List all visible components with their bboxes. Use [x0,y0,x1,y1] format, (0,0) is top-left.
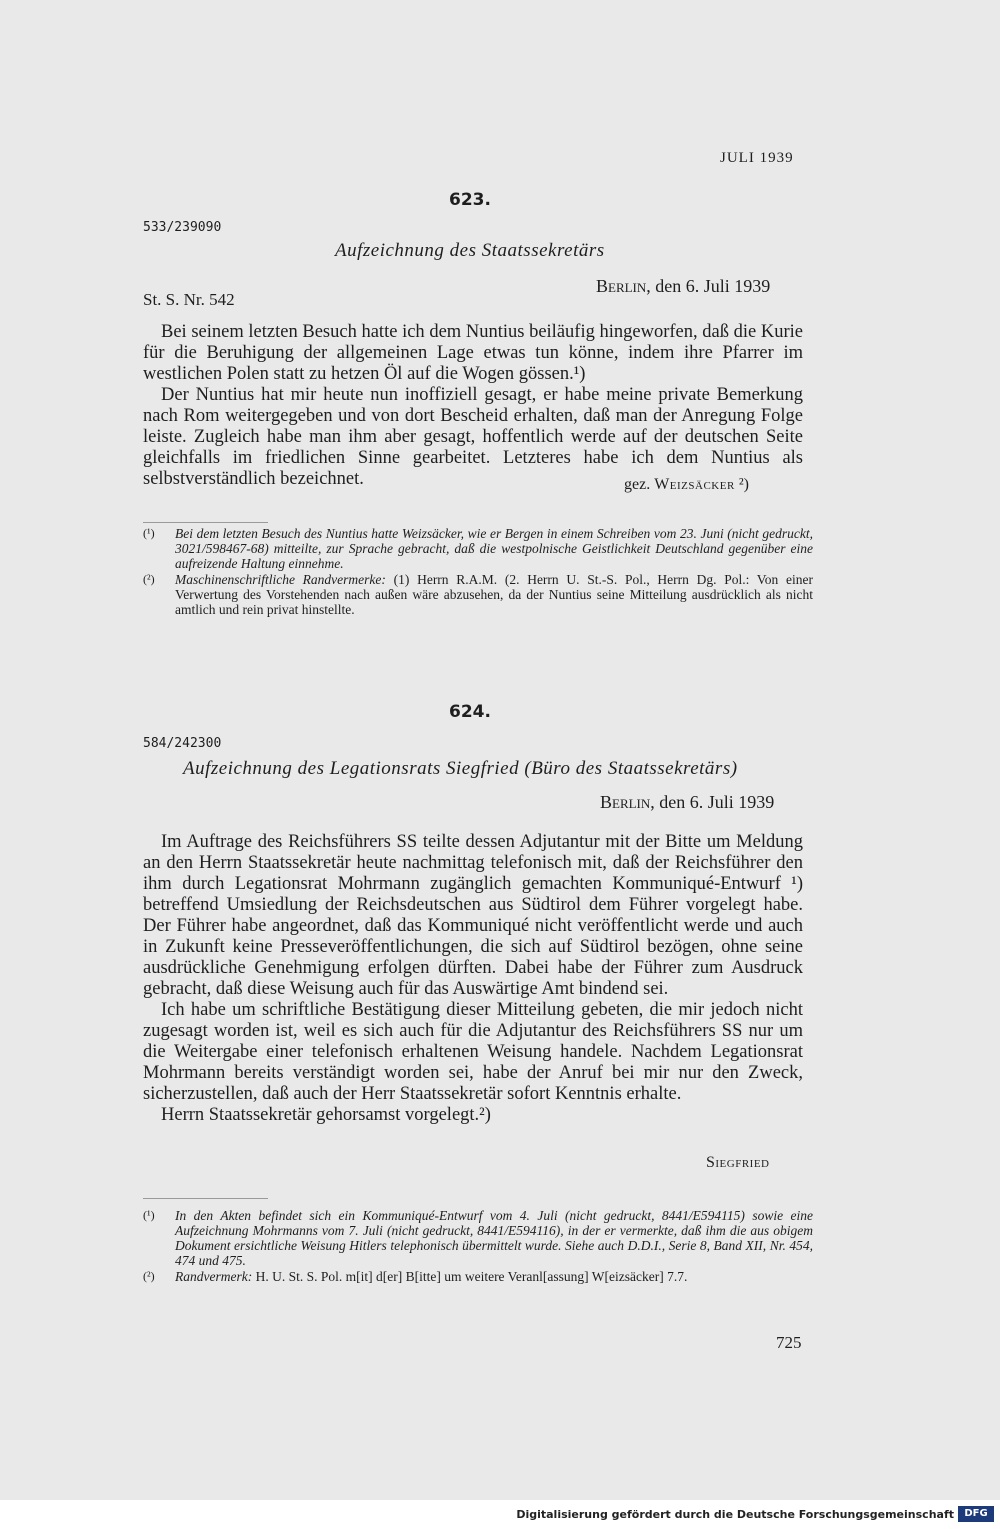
footnote-mark: (¹) [143,1208,155,1222]
footnote [143,526,813,571]
dateline-date: , den 6. Juli 1939 [646,276,771,296]
footnote-text: (1) Herrn R.A.M. (2. Herrn U. St.-S. Pol., Herrn Dg. Pol.: Von einer Verwertung des Vorstehenden nach außen wäre abzusehen, da der Nuntius seine Mitteilung ausdrücklich als nicht amtlich und rein privat hinstellte. [175,572,814,617]
paragraph: Der Nuntius hat mir heute nun inoffiziell gesagt, er habe meine private Bemerkung nach Rom weitergegeben und von dort Bescheid erhalten, daß man der Anregung Folge leiste. Zugleich habe man ihm aber gesagt, hoffentlich werde auf der deutschen Seite gleichfalls im friedlichen Sinne gearbeitet. Letzteres habe ich dem Nuntius als selbstverständlich bezeichnet. [143,385,803,489]
credit-text: Digitalisierung gefördert durch die Deutsche Forschungsgemeinschaft [516,1508,954,1521]
signature-name: Siegfried [706,1154,770,1171]
footnote [143,1269,813,1284]
dateline-623 [596,276,770,297]
footnote-text: Bei dem letzten Besuch des Nuntius hatte Weizsäcker, wie er Bergen in einem Schreiben vom 23. Juni (nicht gedruckt, 3021/598467-68) mitteilte, zur Sprache gebracht, daß die westpolnische Geistlichkeit Deutschland gegenüber eine aufreizende Haltung einnehme. [175,526,813,571]
digitization-footer [0,1500,1000,1529]
footnote-label: Maschinenschriftliche Randvermerke: [175,572,386,587]
footnote-rule [143,1198,268,1199]
dateline-624 [600,792,774,813]
document-title-623: Aufzeichnung des Staatssekretärs [335,240,605,261]
body-text-623 [143,322,803,490]
signature-prefix: gez. [624,476,655,493]
footnote-label: Randvermerk: [175,1269,253,1284]
signature-name: Weizsäcker [654,476,735,493]
footnote-mark: (²) [143,572,155,586]
footnotes-624 [143,1208,813,1285]
footnote-mark: (¹) [143,526,155,540]
paragraph: Im Auftrage des Reichsführers SS teilte dessen Adjutantur mit der Bitte um Meldung an den Herrn Staatssekretär heute nachmittag telefonisch mit, daß der Reichsführer den ihm durch Legationsrat Mohrmann zugänglich gemachten Kommuniqué-Entwurf ¹) betreffend Umsiedlung der Reichsdeutschen aus Südtirol dem Führer vorgelegt habe. Der Führer habe angeordnet, daß das Kommuniqué nicht veröffentlicht werde und auch in Zukunft keine Presseveröffentlichungen, die sich auf Südtirol bezögen, ohne seine ausdrückliche Genehmigung erfolgen dürften. Dabei habe der Führer zum Ausdruck gebracht, daß diese Weisung auch für das Auswärtige Amt bindend sei. [143,832,803,999]
reference-number-623: St. S. Nr. 542 [143,290,235,309]
signature-623 [624,476,749,494]
dateline-place: Berlin [600,792,651,812]
file-reference-624: 584/242300 [143,736,222,751]
signature-624 [706,1154,770,1172]
signature-note: ²) [734,476,749,493]
footnote-text: H. U. St. S. Pol. m[it] d[er] B[itte] um weitere Veranl[assung] W[eizsäcker] 7.7. [252,1269,688,1284]
footnote-text: In den Akten befindet sich ein Kommuniqué-Entwurf vom 4. Juli (nicht gedruckt, 8441/E594115) sowie eine Aufzeichnung Mohrmanns vom 7. Juli (nicht gedruckt, 8441/E594116), in der er vermerkte, daß ihm die aus obigem Dokument ersichtliche Weisung Hitlers telephonisch übermittelt wurde. Siehe auch D.D.I., Serie 8, Band XII, Nr. 454, 474 und 475. [175,1208,813,1268]
body-text-624 [143,832,803,1126]
paragraph: Herrn Staatssekretär gehorsamst vorgelegt.²) [161,1105,491,1125]
document-number-624: 624. [449,702,491,722]
document-number-623: 623. [449,190,491,210]
file-reference-623: 533/239090 [143,220,222,235]
dfg-logo-icon: DFG [958,1506,994,1522]
footnotes-623 [143,526,813,618]
footnote [143,572,813,617]
paragraph: Ich habe um schriftliche Bestätigung dieser Mitteilung gebeten, die mir jedoch nicht zugesagt worden ist, weil es sich auch für die Adjutantur des Reichsführers SS nur um die Weitergabe einer telefonisch erhaltenen Weisung handele. Nachdem Legationsrat Mohrmann bereits verständigt worden sei, habe der Anruf bei mir nur den Zweck, sicherzustellen, daß auch der Herr Staatssekretär sofort Kenntnis erhalte. [143,1000,803,1104]
footnote-mark: (²) [143,1269,155,1283]
running-header: JULI 1939 [720,150,794,166]
dateline-date: , den 6. Juli 1939 [650,792,775,812]
dateline-place: Berlin [596,276,647,296]
page-number: 725 [776,1333,802,1352]
footnote [143,1208,813,1268]
paragraph: Bei seinem letzten Besuch hatte ich dem Nuntius beiläufig hingeworfen, daß die Kurie für die Beruhigung der allgemeinen Lage etwas tun könne, indem ihre Pfarrer im westlichen Polen statt zu hetzen Öl auf die Wogen gössen.¹) [143,322,803,384]
footnote-rule [143,522,268,523]
document-title-624: Aufzeichnung des Legationsrats Siegfried (Büro des Staatssekretärs) [183,758,738,779]
